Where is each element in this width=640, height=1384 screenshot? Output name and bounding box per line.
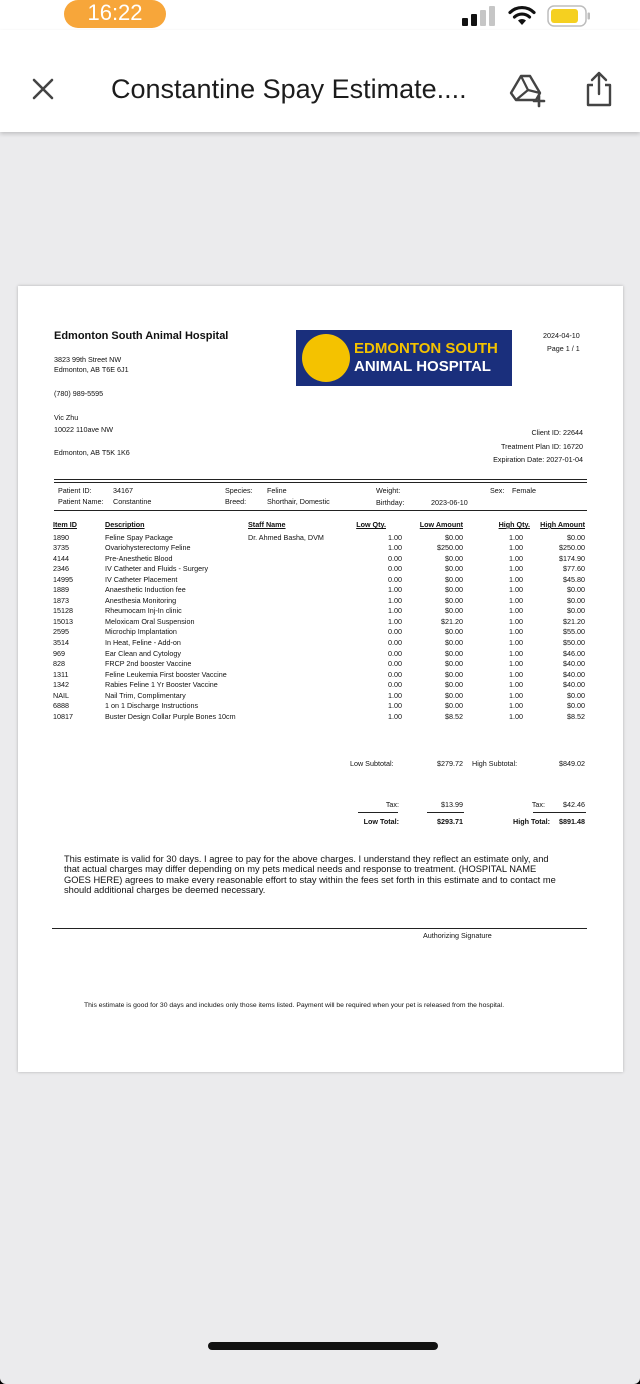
item-low-amount: $0.00 — [445, 595, 463, 605]
item-high-amount: $0.00 — [567, 595, 585, 605]
item-id: 2346 — [53, 564, 69, 574]
low-subtotal-label: Low Subtotal: — [350, 759, 394, 768]
breed: Shorthair, Domestic — [267, 497, 330, 506]
high-total: $891.48 — [559, 817, 585, 826]
item-high-amount: $55.00 — [563, 627, 585, 637]
col-high-qty: High Qty. — [498, 520, 530, 529]
item-high-qty: 1.00 — [509, 574, 523, 584]
client-address-line2: Edmonton, AB T5K 1K6 — [54, 448, 130, 457]
close-icon[interactable] — [26, 72, 60, 106]
divider — [54, 479, 587, 480]
item-description: Rheumocam Inj-In clinic — [105, 606, 182, 616]
high-tax-label: Tax: — [531, 800, 545, 809]
weight-label: Weight: — [376, 486, 401, 495]
item-id: 3514 — [53, 638, 69, 647]
item-low-qty: 1.00 — [388, 532, 402, 542]
item-high-qty: 1.00 — [509, 606, 523, 616]
item-high-amount: $40.00 — [563, 669, 585, 679]
item-low-amount: $0.00 — [445, 606, 463, 616]
item-high-amount: $0.00 — [567, 701, 585, 711]
item-description: In Heat, Feline - Add-on — [105, 638, 181, 647]
share-icon[interactable] — [584, 70, 614, 108]
hospital-logo — [296, 330, 512, 386]
item-low-qty: 0.00 — [388, 638, 402, 647]
item-id: 828 — [53, 659, 65, 669]
item-high-amount: $8.52 — [567, 711, 585, 721]
item-description: Meloxicam Oral Suspension — [105, 616, 195, 626]
item-low-amount: $0.00 — [445, 574, 463, 584]
hospital-name: Edmonton South Animal Hospital — [54, 330, 229, 342]
table-row — [18, 639, 623, 650]
item-low-amount: $0.00 — [445, 680, 463, 690]
item-high-qty: 1.00 — [509, 616, 523, 626]
col-low-qty: Low Qty. — [356, 520, 386, 529]
status-bar — [0, 0, 640, 30]
high-subtotal: $849.02 — [559, 759, 585, 768]
item-low-qty: 1.00 — [388, 585, 402, 595]
item-low-amount: $0.00 — [445, 690, 463, 700]
logo-line1: EDMONTON SOUTH — [354, 340, 498, 357]
table-header — [18, 521, 623, 532]
divider — [533, 812, 586, 813]
item-low-qty: 1.00 — [388, 543, 402, 553]
item-low-amount: $0.00 — [445, 532, 463, 542]
hospital-address-line1: 3823 99th Street NW — [54, 355, 122, 364]
high-subtotal-label: High Subtotal: — [472, 759, 518, 768]
item-id: 6888 — [53, 701, 69, 711]
item-low-qty: 1.00 — [388, 616, 402, 626]
item-high-amount: $45.80 — [563, 574, 585, 584]
item-description: Buster Design Collar Purple Bones 10cm — [105, 711, 236, 721]
item-low-amount: $0.00 — [445, 648, 463, 658]
item-description: Microchip Implantation — [105, 627, 177, 637]
home-indicator[interactable] — [208, 1342, 438, 1350]
item-high-amount: $0.00 — [567, 690, 585, 700]
document-title: Constantine Spay Estimate.... — [111, 74, 467, 104]
item-id: 3735 — [53, 543, 69, 553]
item-high-amount: $250.00 — [559, 543, 585, 553]
item-high-amount: $46.00 — [563, 648, 585, 658]
client-name: Vic Zhu — [54, 413, 79, 422]
item-low-amount: $21.20 — [441, 616, 463, 626]
item-low-qty: 0.00 — [388, 648, 402, 658]
col-staff-name: Staff Name — [248, 520, 286, 529]
item-high-amount: $0.00 — [567, 606, 585, 616]
logo-line2: ANIMAL HOSPITAL — [354, 358, 491, 375]
item-high-qty: 1.00 — [509, 701, 523, 711]
item-id: NAIL — [53, 690, 69, 700]
wifi-icon — [507, 4, 537, 26]
item-low-amount: $0.00 — [445, 553, 463, 563]
item-high-amount: $0.00 — [567, 532, 585, 542]
item-high-qty: 1.00 — [509, 627, 523, 637]
col-low-amount: Low Amount — [419, 520, 463, 529]
item-low-qty: 0.00 — [388, 659, 402, 669]
high-total-label: High Total: — [513, 817, 550, 826]
page-number: Page 1 / 1 — [547, 344, 580, 353]
item-high-qty: 1.00 — [509, 690, 523, 700]
item-low-amount: $0.00 — [445, 564, 463, 574]
table-row — [18, 713, 623, 724]
item-low-amount: $0.00 — [445, 701, 463, 711]
col-high-amount: High Amount — [540, 520, 585, 529]
hospital-phone: (780) 989-5595 — [54, 389, 104, 398]
document-page[interactable] — [18, 286, 623, 1072]
item-high-qty: 1.00 — [509, 711, 523, 721]
battery-icon — [547, 5, 591, 27]
footer-note: This estimate is good for 30 days and includes only those items listed. Payment will be required when your pet is released from the hospital. — [84, 1002, 505, 1009]
item-id: 969 — [53, 648, 65, 658]
status-time[interactable]: 16:22 — [64, 0, 166, 28]
species: Feline — [267, 486, 287, 495]
item-description: 1 on 1 Discharge Instructions — [105, 701, 199, 711]
item-id: 2595 — [53, 627, 69, 637]
item-id: 15013 — [53, 616, 73, 626]
treatment-plan-id: Treatment Plan ID: 16720 — [500, 442, 583, 451]
breed-label: Breed: — [225, 497, 247, 506]
item-id: 15128 — [53, 606, 73, 616]
hospital-address-line2: Edmonton, AB T6E 6J1 — [54, 365, 129, 374]
logo-emblem — [302, 334, 350, 382]
item-high-qty: 1.00 — [509, 669, 523, 679]
item-high-qty: 1.00 — [509, 680, 523, 690]
item-id: 14995 — [53, 574, 73, 584]
item-low-qty: 0.00 — [388, 627, 402, 637]
app-toolbar — [0, 30, 640, 132]
item-description: Rabies Feline 1 Yr Booster Vaccine — [105, 680, 218, 690]
signature-label: Authorizing Signature — [423, 931, 492, 940]
col-item-id: Item ID — [53, 520, 77, 529]
birthday: 2023-06-10 — [431, 498, 468, 507]
item-high-qty: 1.00 — [509, 532, 523, 542]
item-id: 4144 — [53, 553, 69, 563]
item-staff: Dr. Ahmed Basha, DVM — [248, 532, 324, 542]
low-tax: $13.99 — [441, 800, 463, 809]
item-description: Feline Leukemia First booster Vaccine — [105, 669, 227, 679]
item-description: Pre-Anesthetic Blood — [105, 553, 173, 563]
patient-name-label: Patient Name: — [58, 497, 104, 506]
item-description: Ovariohysterectomy Feline — [105, 543, 191, 553]
low-tax-label: Tax: — [385, 800, 399, 809]
item-description: Anaesthetic Induction fee — [105, 585, 186, 595]
item-description: FRCP 2nd booster Vaccine — [105, 659, 192, 669]
low-subtotal: $279.72 — [437, 759, 463, 768]
divider — [54, 510, 587, 511]
item-description: Nail Trim, Complimentary — [105, 690, 186, 700]
item-low-amount: $0.00 — [445, 638, 463, 647]
patient-id: 34167 — [113, 486, 133, 495]
item-id: 1890 — [53, 532, 69, 542]
birthday-label: Birthday: — [376, 498, 405, 507]
item-id: 10817 — [53, 711, 73, 721]
item-description: Ear Clean and Cytology — [105, 648, 181, 658]
client-address-line1: 10022 110ave NW — [54, 425, 114, 434]
item-low-qty: 1.00 — [388, 690, 402, 700]
item-low-amount: $0.00 — [445, 669, 463, 679]
item-high-qty: 1.00 — [509, 585, 523, 595]
item-description: IV Catheter and Fluids - Surgery — [105, 564, 209, 574]
low-total-label: Low Total: — [363, 817, 399, 826]
signature-line — [52, 928, 587, 929]
item-low-amount: $0.00 — [445, 627, 463, 637]
cellular-signal-icon — [462, 6, 496, 26]
item-low-qty: 0.00 — [388, 564, 402, 574]
item-high-qty: 1.00 — [509, 659, 523, 669]
item-high-amount: $174.90 — [559, 553, 585, 563]
item-high-amount: $21.20 — [563, 616, 585, 626]
item-low-qty: 0.00 — [388, 669, 402, 679]
item-high-amount: $50.00 — [563, 638, 585, 647]
item-low-qty: 0.00 — [388, 574, 402, 584]
item-low-qty: 1.00 — [388, 711, 402, 721]
client-id: Client ID: 22644 — [531, 428, 583, 437]
item-id: 1873 — [53, 595, 69, 605]
estimate-disclaimer: This estimate is valid for 30 days. I agree to pay for the above charges. I understand they reflect an estimate only, and that actual charges may differ depending on my pets medical needs and response to treatment. (HOSPITAL NAME GOES HERE) agrees to make every reasonable effort to stay within the fees set forth in this estimate and to contact me should additional charges be deemed necessary. — [64, 854, 556, 896]
item-low-qty: 0.00 — [388, 553, 402, 563]
col-description: Description — [105, 520, 145, 529]
item-high-amount: $0.00 — [567, 585, 585, 595]
add-to-drive-icon[interactable] — [508, 72, 548, 108]
item-description: IV Catheter Placement — [105, 574, 178, 584]
item-description: Feline Spay Package — [105, 532, 173, 542]
item-id: 1342 — [53, 680, 69, 690]
item-low-amount: $0.00 — [445, 585, 463, 595]
item-high-qty: 1.00 — [509, 595, 523, 605]
divider — [427, 812, 464, 813]
item-description: Anesthesia Monitoring — [105, 595, 177, 605]
patient-id-label: Patient ID: — [58, 486, 92, 495]
high-tax: $42.46 — [563, 800, 585, 809]
item-low-qty: 1.00 — [388, 595, 402, 605]
item-low-amount: $250.00 — [437, 543, 463, 553]
item-high-amount: $40.00 — [563, 659, 585, 669]
item-low-amount: $8.52 — [445, 711, 463, 721]
item-low-qty: 0.00 — [388, 680, 402, 690]
item-high-qty: 1.00 — [509, 564, 523, 574]
sex: Female — [512, 486, 536, 495]
estimate-date: 2024-04-10 — [543, 331, 580, 340]
divider — [54, 482, 587, 483]
item-high-qty: 1.00 — [509, 553, 523, 563]
item-id: 1311 — [53, 669, 69, 679]
item-high-qty: 1.00 — [509, 638, 523, 647]
item-low-amount: $0.00 — [445, 659, 463, 669]
sex-label: Sex: — [490, 486, 505, 495]
patient-name: Constantine — [113, 497, 152, 506]
divider — [358, 812, 398, 813]
low-total: $293.71 — [437, 817, 463, 826]
item-high-qty: 1.00 — [509, 543, 523, 553]
item-high-amount: $77.60 — [563, 564, 585, 574]
item-low-qty: 1.00 — [388, 701, 402, 711]
expiration-date: Expiration Date: 2027-01-04 — [493, 455, 583, 464]
item-high-amount: $40.00 — [563, 680, 585, 690]
item-high-qty: 1.00 — [509, 648, 523, 658]
item-low-qty: 1.00 — [388, 606, 402, 616]
species-label: Species: — [225, 486, 253, 495]
item-id: 1889 — [53, 585, 69, 595]
